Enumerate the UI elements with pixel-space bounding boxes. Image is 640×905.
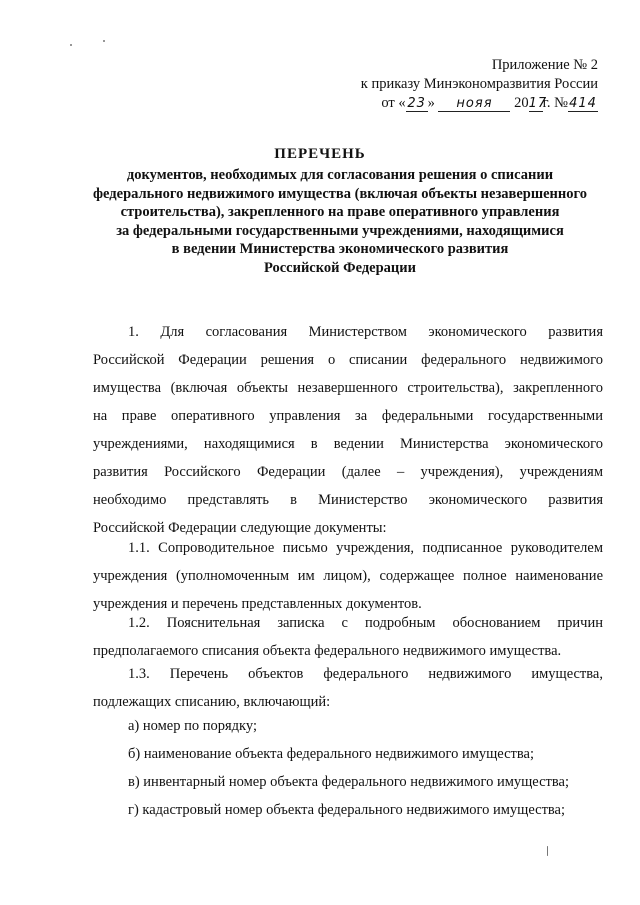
appendix-header — [338, 56, 598, 113]
date-day: 23 — [407, 96, 426, 111]
item-1-3 — [93, 660, 603, 716]
paragraph-line: Российской Федерации решения о списании федерального недвижимого — [93, 352, 603, 368]
date-prefix: от « — [381, 95, 406, 111]
paragraph-line: имущества (включая объекты незавершенного строительства), закрепленного — [93, 380, 603, 396]
subtitle-line: в ведении Министерства экономического развития — [171, 241, 509, 257]
paragraph-line: предполагаемого списания объекта федерального недвижимого имущества. — [93, 643, 562, 659]
date-year-prefix: 20 — [514, 95, 529, 111]
item-1-2 — [93, 609, 603, 665]
paragraph-line: на праве оперативного управления за федеральными государственными — [93, 408, 603, 424]
scan-speck — [70, 44, 72, 46]
subtitle-line: за федеральными государственными учреждениями, находящимися — [116, 222, 564, 239]
subtitle-line: Российской Федерации — [263, 259, 416, 276]
subtitle-line: строительства), закрепленного на праве оперативного управления — [120, 204, 560, 220]
date-close: » — [427, 95, 435, 111]
paragraph-line: 1.2. Пояснительная записка с подробным обоснованием причин — [128, 615, 603, 631]
order-number: 414 — [569, 96, 597, 111]
date-month: нояя — [438, 96, 510, 112]
paragraph-line: развития Российского Федерации (далее – учреждения), учреждениям — [93, 464, 603, 480]
paragraph-line: учреждения и перечень представленных документов. — [93, 596, 422, 612]
paragraph-line: необходимо представлять в Министерство экономического развития — [93, 492, 603, 508]
item-1-1 — [93, 534, 603, 618]
list-item: в) инвентарный номер объекта федерального недвижимого имущества; — [128, 774, 569, 790]
list-items — [93, 712, 603, 824]
paragraph-line: 1.1. Сопроводительное письмо учреждения, подписанное руководителем — [128, 540, 603, 556]
list-item: а) номер по порядку; — [128, 718, 257, 734]
paragraph-line: подлежащих списанию, включающий: — [93, 694, 331, 710]
document-title: ПЕРЕЧЕНЬ — [274, 146, 366, 162]
list-item: г) кадастровый номер объекта федерального недвижимого имущества; — [128, 802, 566, 818]
scan-speck — [103, 40, 105, 42]
subtitle-line: федерального недвижимого имущества (включая объекты незавершенного — [93, 185, 587, 202]
list-item: б) наименование объекта федерального недвижимого имущества; — [128, 746, 534, 762]
order-date-line — [338, 94, 598, 113]
date-year: 17 — [528, 96, 548, 111]
paragraph-line: учреждениями, находящимися в ведении Министерства экономического — [93, 436, 603, 452]
paragraph-1 — [93, 318, 603, 542]
document-subtitle — [80, 166, 600, 277]
appendix-label: Приложение № 2 — [491, 57, 598, 73]
paragraph-line: Российской Федерации следующие документы: — [93, 520, 387, 536]
paragraph-line: 1. Для согласования Министерством экономического развития — [128, 324, 603, 340]
paragraph-line: учреждения (уполномоченным им лицом), содержащее полное наименование — [93, 568, 603, 584]
paragraph-line: 1.3. Перечень объектов федерального недвижимого имущества, — [128, 666, 603, 682]
subtitle-line: документов, необходимых для согласования решения о списании — [126, 167, 554, 183]
scan-speck — [547, 846, 548, 856]
date-year-suffix: г. № — [542, 95, 568, 111]
order-reference: к приказу Минэкономразвития России — [360, 76, 598, 92]
